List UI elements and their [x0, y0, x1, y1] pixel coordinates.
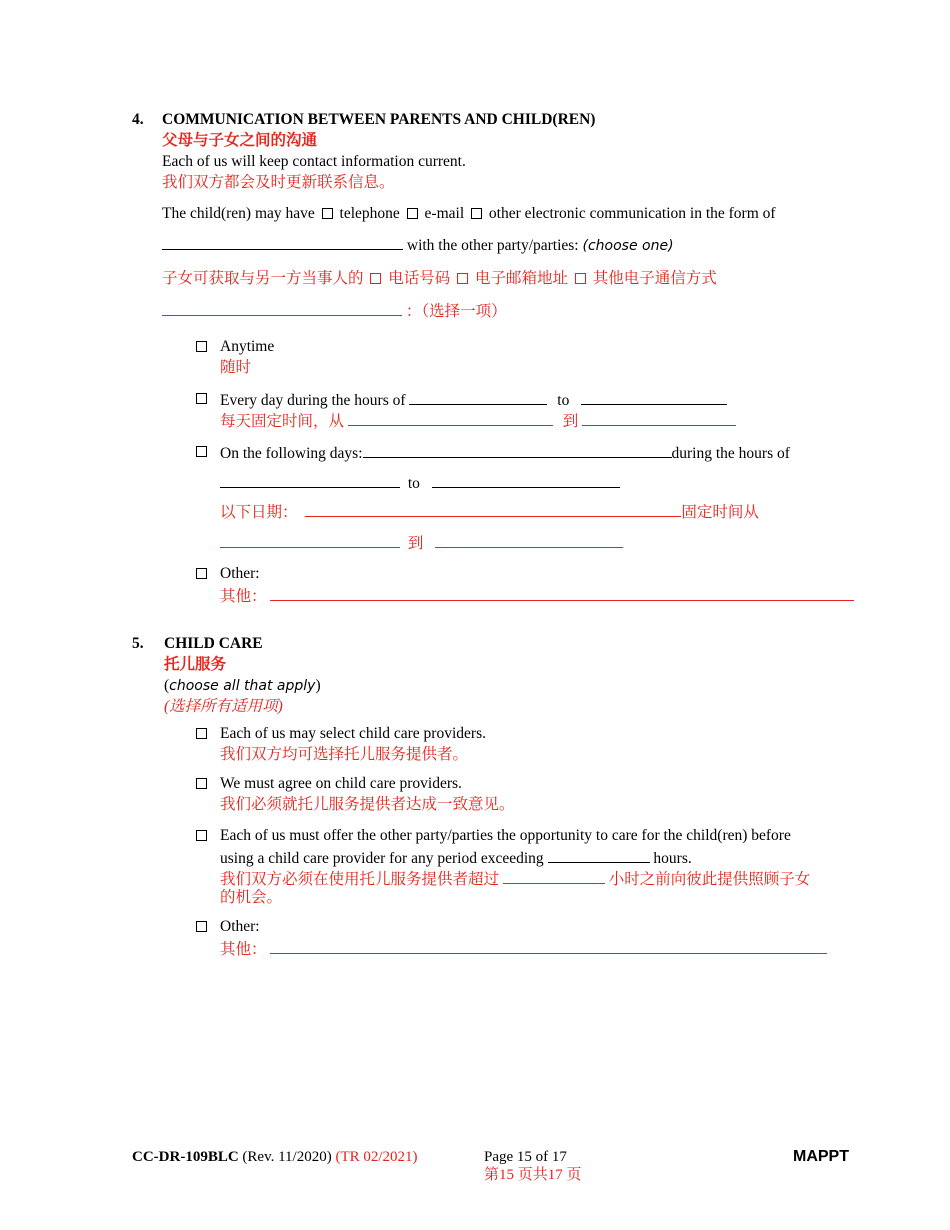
other-electronic-label: other electronic communication in the form of — [488, 205, 776, 222]
section-5-title-cn: 托儿服务 — [164, 656, 227, 673]
child-care-opt2-label: We must agree on child care providers. — [220, 775, 462, 792]
anytime-label: Anytime — [220, 338, 275, 355]
communication-type-line — [162, 204, 776, 224]
section-4-other-label-cn: 其他： — [220, 588, 267, 605]
section-5-number: 5. — [132, 635, 144, 652]
every-day-label: Every day during the hours of — [220, 392, 406, 409]
with-other-label: with the other party/parties: — [406, 237, 579, 254]
other-electronic-checkbox[interactable] — [471, 208, 482, 219]
following-days-from-field-cn[interactable] — [220, 532, 400, 548]
contact-info-text: Each of us will keep contact information current. — [162, 153, 466, 170]
child-care-opt1-label: Each of us may select child care providers. — [220, 725, 486, 742]
other-electronic-checkbox-cn[interactable] — [575, 273, 586, 284]
choose-one-label: (choose one) — [582, 238, 674, 254]
choose-all-label: choose all that apply — [169, 678, 316, 694]
following-days-field-cn[interactable] — [305, 501, 681, 517]
telephone-checkbox-cn[interactable] — [370, 273, 381, 284]
during-hours-label-cn: 固定时间从 — [681, 504, 759, 521]
child-care-opt3-cn-a: 我们双方必须在使用托儿服务提供者超过 — [220, 871, 500, 888]
section-4-title: COMMUNICATION BETWEEN PARENTS AND CHILD(REN) — [162, 111, 596, 128]
child-care-opt1-checkbox[interactable] — [196, 728, 207, 739]
following-days-hours-line — [220, 472, 620, 494]
telephone-checkbox[interactable] — [322, 208, 333, 219]
email-checkbox[interactable] — [407, 208, 418, 219]
child-care-opt2-checkbox[interactable] — [196, 778, 207, 789]
every-day-line-cn — [220, 410, 736, 432]
child-care-other-checkbox[interactable] — [196, 921, 207, 932]
every-day-to-field[interactable] — [581, 389, 727, 405]
following-days-to-label-cn: 到 — [407, 535, 424, 552]
email-checkbox-cn[interactable] — [457, 273, 468, 284]
every-day-to-label-cn: 到 — [562, 413, 579, 430]
other-electronic-label-cn: 其他电子通信方式 — [592, 270, 717, 287]
child-care-other-field[interactable] — [270, 938, 827, 954]
every-day-to-label: to — [557, 392, 570, 409]
footer-page-cn: 第15 页共17 页 — [484, 1167, 582, 1183]
every-day-line — [220, 389, 727, 411]
section-4-other-label: Other: — [220, 565, 260, 582]
child-care-opt3-line2a: using a child care provider for any period exceeding — [220, 850, 544, 867]
child-care-other-label-cn: 其他： — [220, 941, 267, 958]
child-care-other-label: Other: — [220, 918, 260, 935]
section-5-title: CHILD CARE — [164, 635, 263, 652]
child-care-hours-field-cn[interactable] — [503, 868, 605, 884]
footer-code: MAPPT — [793, 1148, 849, 1165]
child-care-other-line-cn — [220, 938, 827, 960]
following-days-label-cn: 以下日期： — [220, 504, 298, 521]
section-4-other-field[interactable] — [270, 585, 854, 601]
following-days-line-cn — [220, 501, 759, 523]
contact-info-text-cn: 我们双方都会及时更新联系信息。 — [162, 174, 395, 191]
every-day-label-cn: 每天固定时间，从 — [220, 413, 345, 430]
footer-rev: (Rev. 11/2020) — [242, 1149, 332, 1165]
following-days-checkbox[interactable] — [196, 446, 207, 457]
communication-type-line-cn — [162, 269, 717, 289]
following-days-to-field-cn[interactable] — [435, 532, 623, 548]
electronic-form-field-cn[interactable] — [162, 300, 402, 316]
child-care-opt3-line1: Each of us must offer the other party/parties the opportunity to care for the child(ren) before — [220, 827, 791, 844]
anytime-label-cn: 随时 — [220, 359, 252, 376]
following-days-field[interactable] — [363, 442, 672, 458]
choose-all-open-paren: ( — [164, 677, 170, 694]
choose-one-label-cn: ：（选择一项） — [405, 303, 507, 320]
following-days-from-field[interactable] — [220, 472, 400, 488]
choose-all-close-paren: ) — [315, 677, 321, 694]
with-other-line — [162, 234, 674, 256]
telephone-label: telephone — [339, 205, 400, 222]
may-have-label-cn: 子女可获取与另一方当事人的 — [162, 270, 364, 287]
every-day-checkbox[interactable] — [196, 393, 207, 404]
section-4-number: 4. — [132, 111, 144, 128]
child-care-opt3-cn-c: 的机会。 — [220, 889, 283, 906]
every-day-from-field-cn[interactable] — [348, 410, 553, 426]
section-4-other-line-cn — [220, 585, 854, 607]
section-4-title-cn: 父母与子女之间的沟通 — [162, 132, 318, 149]
child-care-opt3-line2b: hours. — [653, 850, 692, 867]
choose-all-line — [164, 676, 321, 696]
during-hours-label: during the hours of — [671, 445, 790, 462]
following-days-line — [220, 442, 790, 464]
email-label: e-mail — [424, 205, 465, 222]
child-care-opt2-label-cn: 我们必须就托儿服务提供者达成一致意见。 — [220, 796, 515, 813]
choose-one-line-cn — [162, 300, 507, 322]
section-4-other-checkbox[interactable] — [196, 568, 207, 579]
child-care-hours-field[interactable] — [548, 847, 650, 863]
following-days-label: On the following days: — [220, 445, 363, 462]
email-label-cn: 电子邮箱地址 — [475, 270, 569, 287]
footer-form-id: CC-DR-109BLC — [132, 1149, 239, 1165]
child-care-opt3-line-cn — [220, 868, 810, 890]
footer-page: Page 15 of 17 — [484, 1149, 567, 1165]
following-days-to-label: to — [407, 475, 420, 492]
choose-all-label-cn: (选择所有适用项) — [164, 698, 283, 715]
anytime-checkbox[interactable] — [196, 341, 207, 352]
electronic-form-field[interactable] — [162, 234, 403, 250]
child-care-opt1-label-cn: 我们双方均可选择托儿服务提供者。 — [220, 746, 469, 763]
may-have-label: The child(ren) may have — [162, 205, 315, 222]
every-day-to-field-cn[interactable] — [582, 410, 736, 426]
child-care-opt3-cn-b: 小时之前向彼此提供照顾子女 — [608, 871, 811, 888]
footer-form-id-line — [132, 1147, 418, 1167]
following-days-to-field[interactable] — [432, 472, 620, 488]
child-care-opt3-line2 — [220, 847, 692, 869]
footer-tr: (TR 02/2021) — [335, 1149, 418, 1165]
every-day-from-field[interactable] — [409, 389, 547, 405]
child-care-opt3-checkbox[interactable] — [196, 830, 207, 841]
following-days-hours-line-cn — [220, 532, 623, 554]
telephone-label-cn: 电话号码 — [388, 270, 451, 287]
